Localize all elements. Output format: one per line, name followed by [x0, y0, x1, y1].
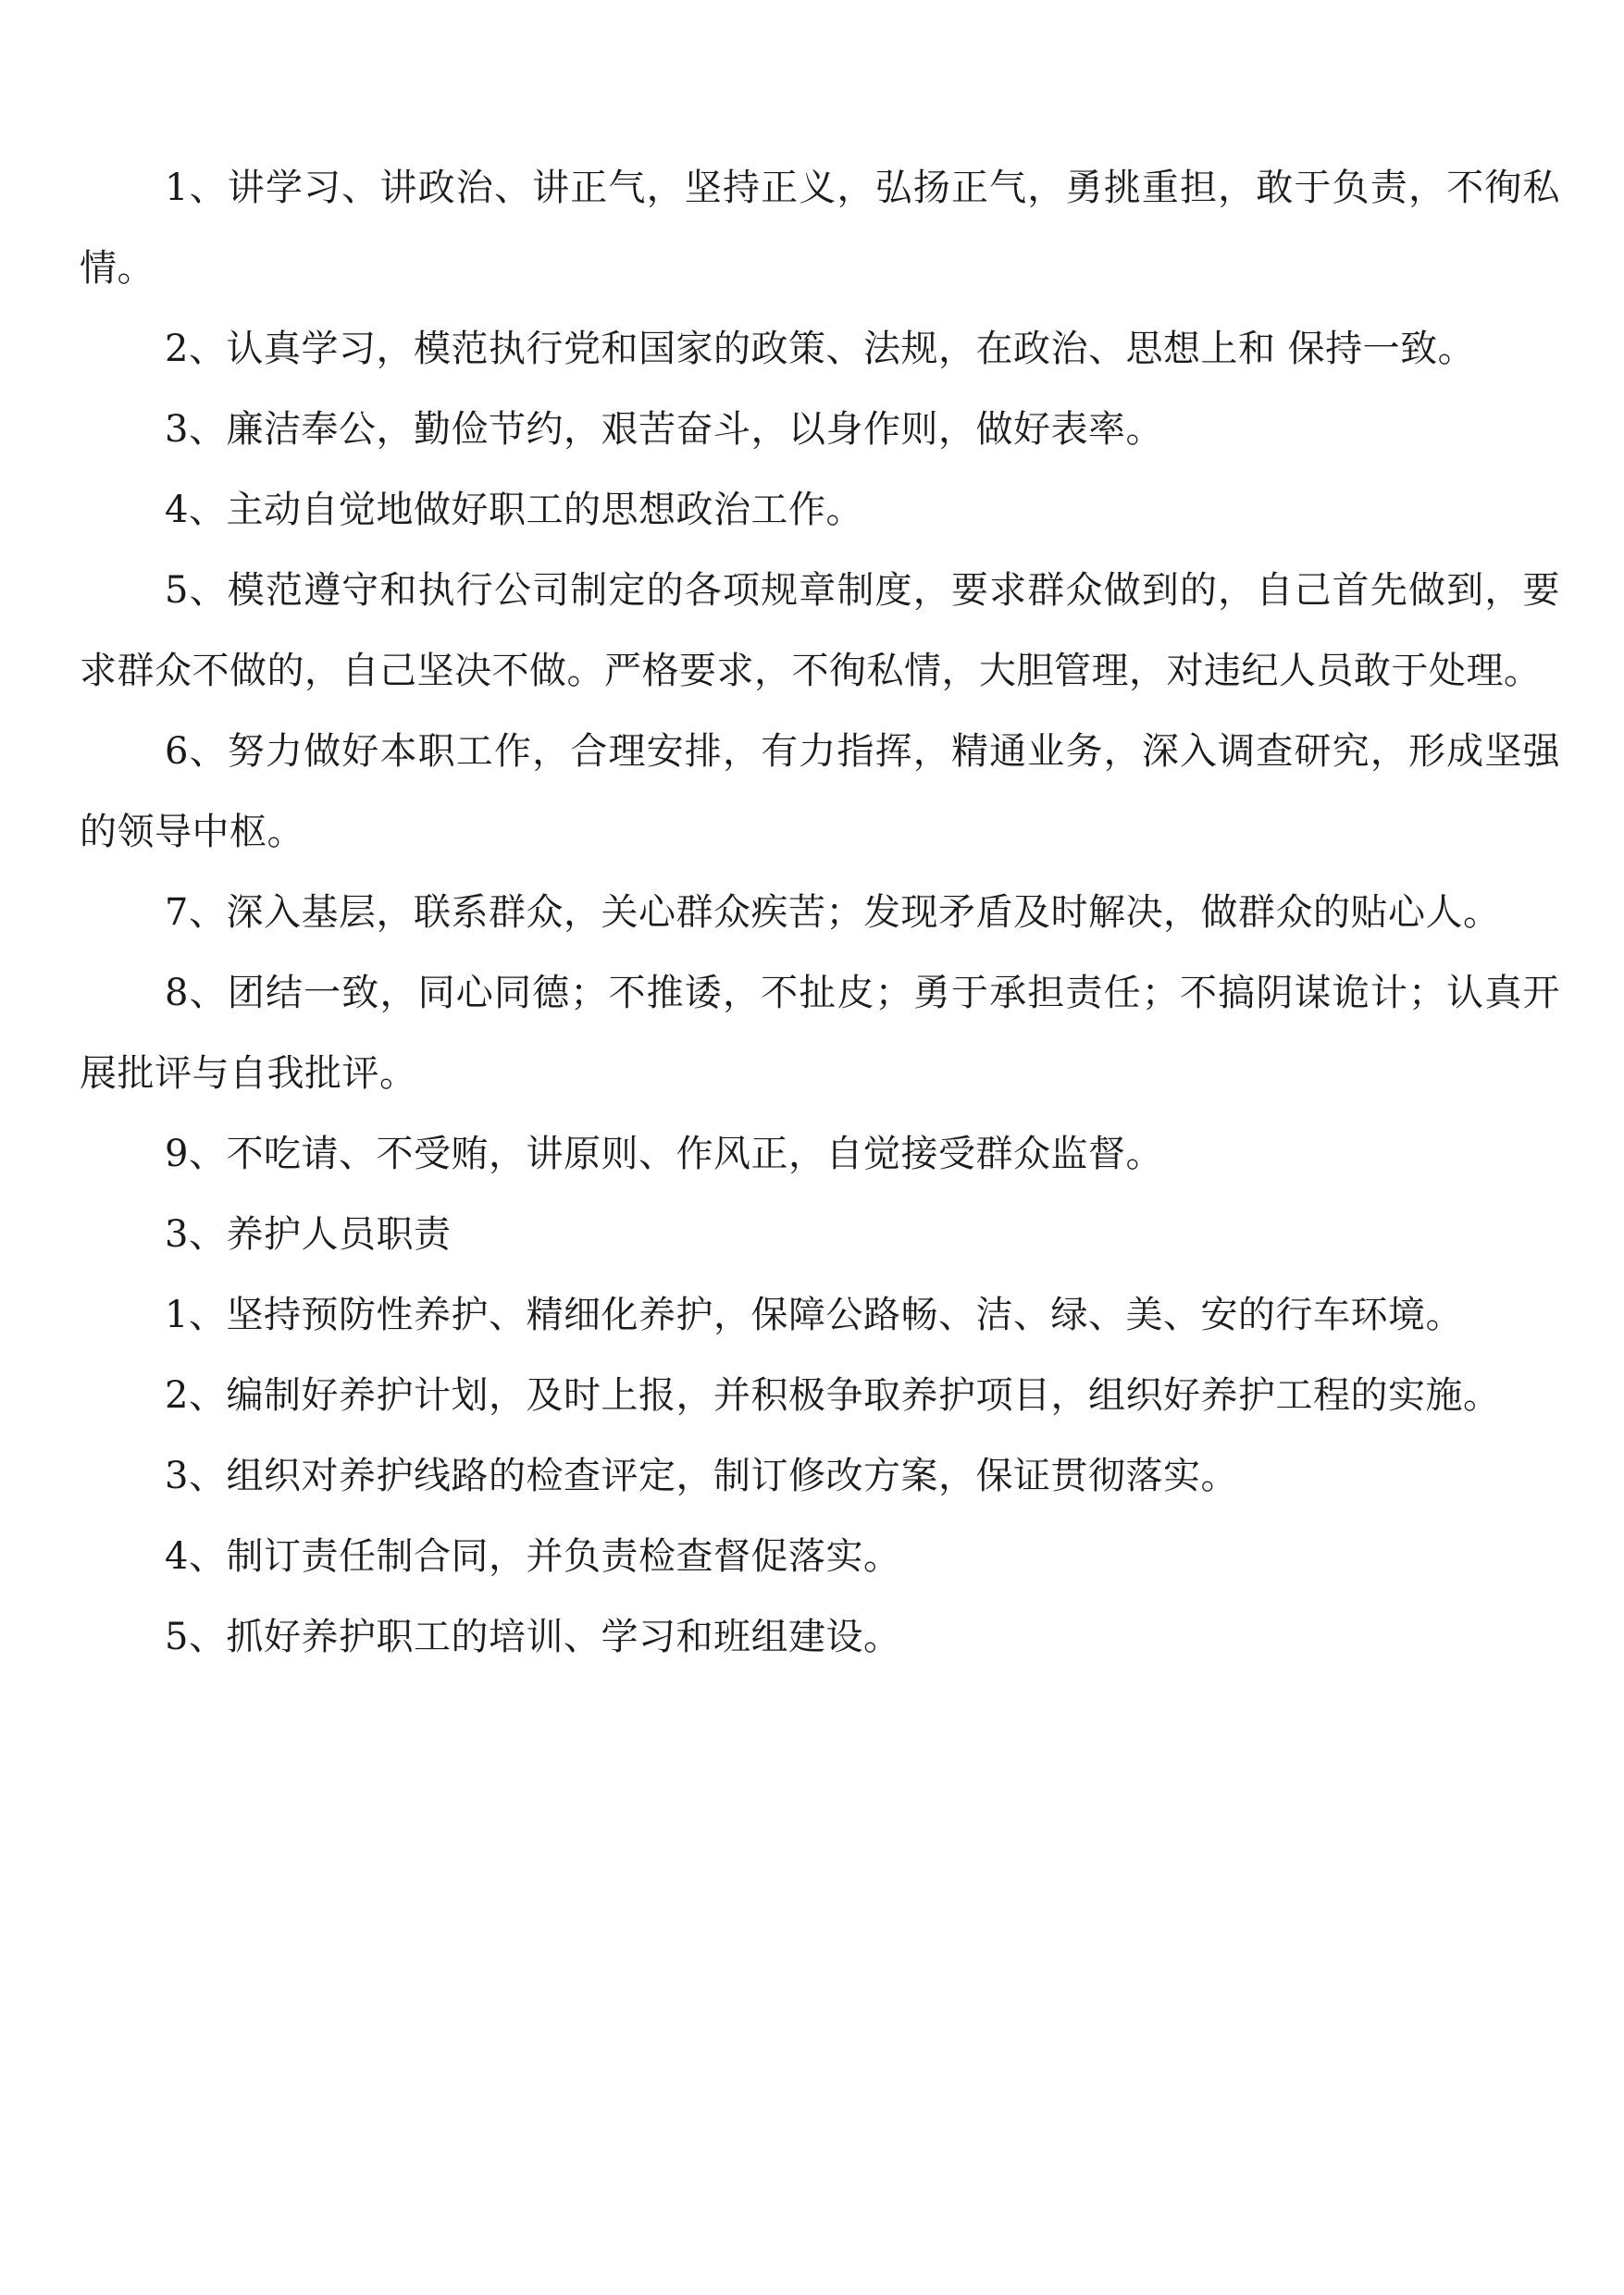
paragraph-8: 8、团结一致，同心同德；不推诿，不扯皮；勇于承担责任；不搞阴谋诡计；认真开展批评与自我批评。: [80, 972, 1560, 1095]
paragraph-13: 4、制订责任制合同，并负责检查督促落实。: [165, 1535, 901, 1578]
paragraph-7: 7、深入基层，联系群众，关心群众疾苦；发现矛盾及时解决，做群众的贴心人。: [165, 891, 1501, 934]
paragraph-10: 1、坚持预防性养护、精细化养护，保障公路畅、洁、绿、美、安的行车环境。: [165, 1294, 1463, 1336]
section-heading: 3、养护人员职责: [165, 1213, 452, 1256]
paragraph-14: 5、抓好养护职工的培训、学习和班组建设。: [165, 1616, 901, 1658]
paragraph-12: 3、组织对养护线路的检查评定，制订修改方案，保证贯彻落实。: [165, 1455, 1238, 1497]
paragraph-4: 4、主动自觉地做好职工的思想政治工作。: [165, 489, 863, 531]
document-body: [80, 148, 1560, 1678]
paragraph-1: 1、讲学习、讲政治、讲正气，坚持正义，弘扬正气，勇挑重担，敢于负责，不徇私情。: [80, 167, 1560, 290]
paragraph-9: 9、不吃请、不受贿，讲原则、作风正，自觉接受群众监督。: [165, 1133, 1163, 1175]
paragraph-3: 3、廉洁奉公，勤俭节约，艰苦奋斗，以身作则，做好表率。: [165, 408, 1163, 451]
paragraph-11: 2、编制好养护计划，及时上报，并积极争取养护项目，组织好养护工程的实施。: [165, 1374, 1501, 1417]
paragraph-6: 6、努力做好本职工作，合理安排，有力指挥，精通业务，深入调查研究，形成坚强的领导中枢。: [80, 730, 1560, 853]
paragraph-2: 2、认真学习，模范执行党和国家的政策、法规，在政治、思想上和 保持一致。: [165, 328, 1476, 370]
paragraph-5: 5、模范遵守和执行公司制定的各项规章制度，要求群众做到的，自己首先做到，要求群众不做的，自己坚决不做。严格要求，不徇私情，大胆管理，对违纪人员敢于处理。: [80, 569, 1560, 692]
